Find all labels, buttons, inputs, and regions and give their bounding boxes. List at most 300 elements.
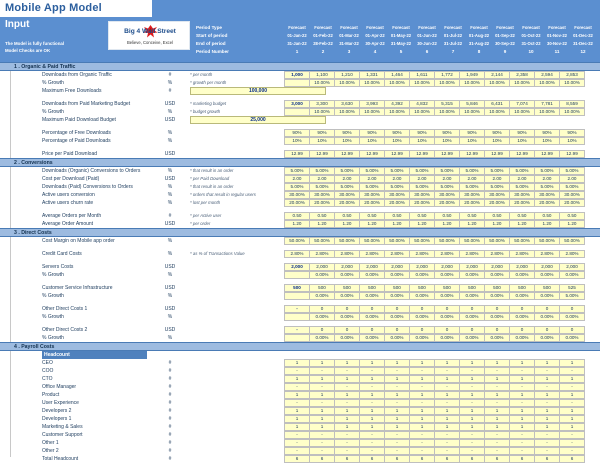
- data-cell[interactable]: 1: [309, 359, 335, 367]
- data-cell[interactable]: 10%: [284, 137, 310, 145]
- column-header-9[interactable]: [492, 24, 518, 56]
- data-cell[interactable]: 1: [534, 375, 560, 383]
- data-cell[interactable]: 10.00%: [434, 79, 460, 87]
- data-cell[interactable]: 1: [409, 359, 435, 367]
- data-cell[interactable]: 1,000: [284, 71, 310, 79]
- data-cell[interactable]: 0.00%: [559, 334, 585, 342]
- data-cell[interactable]: 5.00%: [509, 183, 535, 191]
- data-cell[interactable]: 1,100: [309, 71, 335, 79]
- data-cell[interactable]: 2.80%: [409, 250, 435, 258]
- data-cell[interactable]: 1: [309, 375, 335, 383]
- data-cell[interactable]: 0.00%: [384, 313, 410, 321]
- data-cell[interactable]: 5.00%: [359, 183, 385, 191]
- data-cell[interactable]: 0.50: [359, 212, 385, 220]
- data-cell[interactable]: 20.00%: [359, 199, 385, 207]
- data-cell[interactable]: 20.00%: [534, 199, 560, 207]
- data-cell[interactable]: 1: [334, 423, 360, 431]
- data-cell[interactable]: 90%: [434, 129, 460, 137]
- data-cell[interactable]: 10.00%: [484, 79, 510, 87]
- column-header-4[interactable]: [362, 24, 388, 56]
- data-cell[interactable]: -: [409, 439, 435, 447]
- data-cell[interactable]: -: [284, 399, 310, 407]
- data-cell[interactable]: 0.00%: [559, 313, 585, 321]
- data-cell[interactable]: 1: [359, 423, 385, 431]
- data-cell[interactable]: -: [309, 447, 335, 455]
- data-cell[interactable]: 3,630: [334, 100, 360, 108]
- data-cell[interactable]: -: [409, 383, 435, 391]
- data-cell[interactable]: 0.00%: [309, 313, 335, 321]
- data-cell[interactable]: 1: [534, 391, 560, 399]
- data-cell[interactable]: 4,392: [384, 100, 410, 108]
- data-cell[interactable]: 10.00%: [334, 108, 360, 116]
- data-cell[interactable]: 10.00%: [534, 79, 560, 87]
- data-cell[interactable]: 12.99: [434, 150, 460, 158]
- data-cell[interactable]: -: [334, 439, 360, 447]
- data-cell[interactable]: 500: [284, 284, 310, 292]
- data-cell[interactable]: 50.00%: [484, 237, 510, 245]
- data-cell[interactable]: 1.20: [484, 220, 510, 228]
- data-cell[interactable]: 1: [409, 391, 435, 399]
- data-cell[interactable]: 1.20: [534, 220, 560, 228]
- data-cell[interactable]: -: [284, 447, 310, 455]
- data-cell[interactable]: 1: [284, 359, 310, 367]
- data-cell[interactable]: 1: [309, 423, 335, 431]
- data-cell[interactable]: 6: [534, 455, 560, 463]
- data-cell[interactable]: 10.00%: [359, 79, 385, 87]
- data-cell[interactable]: 2,000: [334, 263, 360, 271]
- data-cell[interactable]: 1: [484, 375, 510, 383]
- data-cell[interactable]: 10.00%: [509, 79, 535, 87]
- data-cell[interactable]: 90%: [309, 129, 335, 137]
- data-cell[interactable]: 6: [434, 455, 460, 463]
- data-cell[interactable]: 5.00%: [384, 183, 410, 191]
- data-cell[interactable]: 6: [509, 455, 535, 463]
- data-cell[interactable]: 6: [409, 455, 435, 463]
- data-cell[interactable]: 5.00%: [534, 183, 560, 191]
- data-cell[interactable]: -: [334, 367, 360, 375]
- data-cell[interactable]: 1: [484, 407, 510, 415]
- data-cell[interactable]: 12.99: [559, 150, 585, 158]
- data-cell[interactable]: 0: [359, 326, 385, 334]
- data-cell[interactable]: 1: [334, 359, 360, 367]
- single-input-cell[interactable]: 25,000: [190, 116, 326, 124]
- data-cell[interactable]: 1: [384, 359, 410, 367]
- data-cell[interactable]: 0.00%: [309, 292, 335, 300]
- data-cell[interactable]: 0.00%: [434, 334, 460, 342]
- data-cell[interactable]: 30.00%: [384, 191, 410, 199]
- data-cell[interactable]: 90%: [559, 129, 585, 137]
- data-cell[interactable]: 50.00%: [284, 237, 310, 245]
- data-cell[interactable]: 50.00%: [384, 237, 410, 245]
- data-cell[interactable]: 7,781: [534, 100, 560, 108]
- data-cell[interactable]: 12.99: [459, 150, 485, 158]
- data-cell[interactable]: 1,611: [409, 71, 435, 79]
- data-cell[interactable]: 10.00%: [559, 79, 585, 87]
- data-cell[interactable]: 1: [409, 407, 435, 415]
- data-cell[interactable]: 1: [284, 407, 310, 415]
- data-cell[interactable]: 90%: [384, 129, 410, 137]
- data-cell[interactable]: 1: [459, 423, 485, 431]
- data-cell[interactable]: 90%: [459, 129, 485, 137]
- data-cell[interactable]: 10%: [309, 137, 335, 145]
- data-cell[interactable]: 8,559: [559, 100, 585, 108]
- data-cell[interactable]: 10.00%: [309, 108, 335, 116]
- data-cell[interactable]: 1: [334, 375, 360, 383]
- data-cell[interactable]: 5.00%: [484, 167, 510, 175]
- data-cell[interactable]: 12.99: [359, 150, 385, 158]
- data-cell[interactable]: 0.50: [284, 212, 310, 220]
- data-cell[interactable]: 10%: [409, 137, 435, 145]
- data-cell[interactable]: 0.00%: [459, 334, 485, 342]
- data-cell[interactable]: 10%: [359, 137, 385, 145]
- data-cell[interactable]: 2.00: [434, 175, 460, 183]
- data-cell[interactable]: 10%: [484, 137, 510, 145]
- data-cell[interactable]: 5.00%: [284, 167, 310, 175]
- data-cell[interactable]: 0: [409, 326, 435, 334]
- data-cell[interactable]: [284, 292, 310, 300]
- data-cell[interactable]: 0: [384, 305, 410, 313]
- data-cell[interactable]: 2.00: [509, 175, 535, 183]
- data-cell[interactable]: [284, 108, 310, 116]
- data-cell[interactable]: 3,300: [309, 100, 335, 108]
- data-cell[interactable]: -: [534, 431, 560, 439]
- data-cell[interactable]: 1: [509, 423, 535, 431]
- data-cell[interactable]: 1: [284, 423, 310, 431]
- data-cell[interactable]: 90%: [334, 129, 360, 137]
- data-cell[interactable]: 2.00: [309, 175, 335, 183]
- data-cell[interactable]: 1: [509, 375, 535, 383]
- data-cell[interactable]: -: [409, 447, 435, 455]
- data-cell[interactable]: 1: [534, 359, 560, 367]
- data-cell[interactable]: 1: [359, 407, 385, 415]
- data-cell[interactable]: -: [284, 367, 310, 375]
- data-cell[interactable]: 6: [459, 455, 485, 463]
- data-cell[interactable]: 90%: [534, 129, 560, 137]
- data-cell[interactable]: 2,000: [484, 263, 510, 271]
- data-cell[interactable]: -: [484, 399, 510, 407]
- data-cell[interactable]: 0.00%: [459, 313, 485, 321]
- data-cell[interactable]: 1.20: [409, 220, 435, 228]
- data-cell[interactable]: 10.00%: [459, 108, 485, 116]
- data-cell[interactable]: -: [309, 367, 335, 375]
- data-cell[interactable]: 5.00%: [359, 167, 385, 175]
- data-cell[interactable]: 2.80%: [559, 250, 585, 258]
- data-cell[interactable]: 0: [459, 326, 485, 334]
- data-cell[interactable]: -: [309, 383, 335, 391]
- data-cell[interactable]: 0: [459, 305, 485, 313]
- data-cell[interactable]: 0.00%: [434, 292, 460, 300]
- data-cell[interactable]: 10%: [459, 137, 485, 145]
- data-cell[interactable]: 2.00: [559, 175, 585, 183]
- data-cell[interactable]: -: [434, 439, 460, 447]
- data-cell[interactable]: -: [459, 439, 485, 447]
- data-cell[interactable]: 50.00%: [509, 237, 535, 245]
- data-cell[interactable]: -: [334, 447, 360, 455]
- data-cell[interactable]: 1: [359, 375, 385, 383]
- column-header-2[interactable]: [310, 24, 336, 56]
- data-cell[interactable]: 0.00%: [534, 334, 560, 342]
- data-cell[interactable]: 6: [559, 455, 585, 463]
- data-cell[interactable]: 1: [309, 415, 335, 423]
- data-cell[interactable]: 5.00%: [534, 167, 560, 175]
- data-cell[interactable]: 5.00%: [384, 167, 410, 175]
- data-cell[interactable]: -: [434, 399, 460, 407]
- data-cell[interactable]: 500: [384, 284, 410, 292]
- data-cell[interactable]: 0: [409, 305, 435, 313]
- data-cell[interactable]: 1: [284, 415, 310, 423]
- data-cell[interactable]: -: [509, 367, 535, 375]
- data-cell[interactable]: 1: [509, 407, 535, 415]
- data-cell[interactable]: 2.00: [359, 175, 385, 183]
- data-cell[interactable]: 1: [459, 359, 485, 367]
- data-cell[interactable]: 30.00%: [334, 191, 360, 199]
- data-cell[interactable]: -: [309, 431, 335, 439]
- data-cell[interactable]: 12.99: [309, 150, 335, 158]
- data-cell[interactable]: 10.00%: [409, 108, 435, 116]
- data-cell[interactable]: 2.80%: [359, 250, 385, 258]
- data-cell[interactable]: 0.50: [409, 212, 435, 220]
- data-cell[interactable]: 1.20: [334, 220, 360, 228]
- data-cell[interactable]: 0.00%: [509, 313, 535, 321]
- column-header-12[interactable]: [570, 24, 596, 56]
- data-cell[interactable]: 0.00%: [384, 271, 410, 279]
- data-cell[interactable]: 10.00%: [384, 79, 410, 87]
- data-cell[interactable]: 1: [459, 407, 485, 415]
- data-cell[interactable]: 2,853: [559, 71, 585, 79]
- data-cell[interactable]: [284, 271, 310, 279]
- data-cell[interactable]: -: [559, 367, 585, 375]
- data-cell[interactable]: -: [559, 447, 585, 455]
- data-cell[interactable]: 12.99: [534, 150, 560, 158]
- data-cell[interactable]: 10.00%: [384, 108, 410, 116]
- data-cell[interactable]: 10%: [534, 137, 560, 145]
- data-cell[interactable]: 0.50: [459, 212, 485, 220]
- data-cell[interactable]: 30.00%: [359, 191, 385, 199]
- data-cell[interactable]: -: [284, 383, 310, 391]
- data-cell[interactable]: 1: [384, 423, 410, 431]
- data-cell[interactable]: 0.00%: [509, 334, 535, 342]
- data-cell[interactable]: -: [509, 439, 535, 447]
- data-cell[interactable]: 50.00%: [434, 237, 460, 245]
- data-cell[interactable]: 2.80%: [459, 250, 485, 258]
- data-cell[interactable]: 10.00%: [434, 108, 460, 116]
- data-cell[interactable]: 5.00%: [459, 167, 485, 175]
- data-cell[interactable]: 0.00%: [409, 271, 435, 279]
- data-cell[interactable]: 1,331: [359, 71, 385, 79]
- data-cell[interactable]: 10%: [334, 137, 360, 145]
- data-cell[interactable]: 1: [384, 375, 410, 383]
- data-cell[interactable]: 500: [359, 284, 385, 292]
- data-cell[interactable]: 0: [434, 326, 460, 334]
- data-cell[interactable]: 12.99: [509, 150, 535, 158]
- data-cell[interactable]: 1: [434, 415, 460, 423]
- data-cell[interactable]: 0.00%: [309, 271, 335, 279]
- data-cell[interactable]: 3,000: [284, 100, 310, 108]
- data-cell[interactable]: 0.50: [334, 212, 360, 220]
- data-cell[interactable]: 1.20: [309, 220, 335, 228]
- data-cell[interactable]: 2.80%: [309, 250, 335, 258]
- data-cell[interactable]: 1: [509, 359, 535, 367]
- data-cell[interactable]: 1: [459, 391, 485, 399]
- data-cell[interactable]: 0.00%: [534, 271, 560, 279]
- data-cell[interactable]: 2,000: [384, 263, 410, 271]
- data-cell[interactable]: 2,000: [359, 263, 385, 271]
- data-cell[interactable]: -: [509, 399, 535, 407]
- data-cell[interactable]: 1: [284, 391, 310, 399]
- data-cell[interactable]: 0: [309, 305, 335, 313]
- data-cell[interactable]: 10.00%: [334, 79, 360, 87]
- data-cell[interactable]: 1.20: [284, 220, 310, 228]
- data-cell[interactable]: 12.99: [384, 150, 410, 158]
- data-cell[interactable]: 1: [559, 407, 585, 415]
- data-cell[interactable]: 2,000: [559, 263, 585, 271]
- data-cell[interactable]: [284, 334, 310, 342]
- data-cell[interactable]: -: [284, 431, 310, 439]
- data-cell[interactable]: 2,594: [534, 71, 560, 79]
- column-header-10[interactable]: [518, 24, 544, 56]
- data-cell[interactable]: -: [559, 399, 585, 407]
- data-cell[interactable]: 6: [359, 455, 385, 463]
- data-cell[interactable]: -: [534, 399, 560, 407]
- data-cell[interactable]: 0.00%: [484, 292, 510, 300]
- data-cell[interactable]: 1: [434, 359, 460, 367]
- data-cell[interactable]: 6: [384, 455, 410, 463]
- data-cell[interactable]: 1: [534, 415, 560, 423]
- data-cell[interactable]: 5.00%: [559, 183, 585, 191]
- data-cell[interactable]: 12.99: [484, 150, 510, 158]
- data-cell[interactable]: 0.00%: [409, 313, 435, 321]
- data-cell[interactable]: 2.00: [384, 175, 410, 183]
- data-cell[interactable]: -: [409, 367, 435, 375]
- data-cell[interactable]: 2.80%: [334, 250, 360, 258]
- data-cell[interactable]: 2.00: [409, 175, 435, 183]
- data-cell[interactable]: 0.50: [384, 212, 410, 220]
- data-cell[interactable]: [284, 313, 310, 321]
- data-cell[interactable]: 50.00%: [334, 237, 360, 245]
- data-cell[interactable]: 2.00: [334, 175, 360, 183]
- data-cell[interactable]: 0.00%: [534, 313, 560, 321]
- data-cell[interactable]: 0: [509, 305, 535, 313]
- data-cell[interactable]: -: [459, 447, 485, 455]
- data-cell[interactable]: 2.00: [484, 175, 510, 183]
- data-cell[interactable]: -: [334, 431, 360, 439]
- data-cell[interactable]: 0: [559, 305, 585, 313]
- data-cell[interactable]: -: [284, 439, 310, 447]
- data-cell[interactable]: 10%: [509, 137, 535, 145]
- data-cell[interactable]: 0.00%: [409, 334, 435, 342]
- data-cell[interactable]: 1: [559, 391, 585, 399]
- data-cell[interactable]: 0: [334, 305, 360, 313]
- data-cell[interactable]: 1: [434, 423, 460, 431]
- data-cell[interactable]: 1: [484, 415, 510, 423]
- data-cell[interactable]: 0.00%: [534, 292, 560, 300]
- data-cell[interactable]: 0.00%: [359, 334, 385, 342]
- data-cell[interactable]: 500: [334, 284, 360, 292]
- data-cell[interactable]: 500: [309, 284, 335, 292]
- data-cell[interactable]: 1: [334, 407, 360, 415]
- data-cell[interactable]: 50.00%: [459, 237, 485, 245]
- data-cell[interactable]: 0.50: [434, 212, 460, 220]
- data-cell[interactable]: 0.00%: [334, 334, 360, 342]
- data-cell[interactable]: -: [309, 439, 335, 447]
- data-cell[interactable]: -: [309, 399, 335, 407]
- data-cell[interactable]: 1: [409, 375, 435, 383]
- data-cell[interactable]: 6: [284, 455, 310, 463]
- data-cell[interactable]: -: [459, 399, 485, 407]
- data-cell[interactable]: 0: [509, 326, 535, 334]
- data-cell[interactable]: 0: [309, 326, 335, 334]
- data-cell[interactable]: 2.80%: [484, 250, 510, 258]
- data-cell[interactable]: 1.20: [359, 220, 385, 228]
- data-cell[interactable]: 10%: [434, 137, 460, 145]
- data-cell[interactable]: -: [384, 439, 410, 447]
- data-cell[interactable]: 30.00%: [309, 191, 335, 199]
- data-cell[interactable]: 1: [534, 407, 560, 415]
- data-cell[interactable]: 1.20: [509, 220, 535, 228]
- data-cell[interactable]: 1: [334, 415, 360, 423]
- data-cell[interactable]: 10.00%: [459, 79, 485, 87]
- data-cell[interactable]: -: [534, 383, 560, 391]
- data-cell[interactable]: -: [409, 431, 435, 439]
- data-cell[interactable]: 6,431: [484, 100, 510, 108]
- data-cell[interactable]: 20.00%: [409, 199, 435, 207]
- data-cell[interactable]: -: [459, 431, 485, 439]
- data-cell[interactable]: 0.00%: [359, 292, 385, 300]
- data-cell[interactable]: 0.00%: [509, 271, 535, 279]
- column-header-6[interactable]: [414, 24, 440, 56]
- data-cell[interactable]: 1: [559, 415, 585, 423]
- column-header-7[interactable]: [440, 24, 466, 56]
- data-cell[interactable]: 0: [534, 305, 560, 313]
- data-cell[interactable]: 20.00%: [459, 199, 485, 207]
- data-cell[interactable]: 1: [359, 415, 385, 423]
- data-cell[interactable]: -: [559, 431, 585, 439]
- data-cell[interactable]: 7,074: [509, 100, 535, 108]
- data-cell[interactable]: 2,000: [534, 263, 560, 271]
- data-cell[interactable]: -: [509, 383, 535, 391]
- data-cell[interactable]: 0: [484, 326, 510, 334]
- data-cell[interactable]: -: [384, 431, 410, 439]
- data-cell[interactable]: 20.00%: [509, 199, 535, 207]
- data-cell[interactable]: 0.50: [509, 212, 535, 220]
- data-cell[interactable]: 2,000: [284, 263, 310, 271]
- data-cell[interactable]: 0.50: [309, 212, 335, 220]
- column-header-1[interactable]: [284, 24, 310, 56]
- data-cell[interactable]: 0.00%: [384, 292, 410, 300]
- data-cell[interactable]: 1: [434, 391, 460, 399]
- data-cell[interactable]: 2.80%: [509, 250, 535, 258]
- data-cell[interactable]: 0.00%: [409, 292, 435, 300]
- data-cell[interactable]: 0.00%: [459, 271, 485, 279]
- data-cell[interactable]: 10%: [559, 137, 585, 145]
- data-cell[interactable]: 30.00%: [434, 191, 460, 199]
- data-cell[interactable]: 4,832: [409, 100, 435, 108]
- data-cell[interactable]: 5.00%: [559, 167, 585, 175]
- data-cell[interactable]: 10.00%: [559, 108, 585, 116]
- data-cell[interactable]: 30.00%: [509, 191, 535, 199]
- data-cell[interactable]: 5.00%: [334, 167, 360, 175]
- data-cell[interactable]: 20.00%: [434, 199, 460, 207]
- data-cell[interactable]: 30.00%: [409, 191, 435, 199]
- data-cell[interactable]: 20.00%: [284, 199, 310, 207]
- data-cell[interactable]: 5.00%: [434, 183, 460, 191]
- data-cell[interactable]: 5.00%: [334, 183, 360, 191]
- data-cell[interactable]: -: [509, 447, 535, 455]
- data-cell[interactable]: 0.00%: [434, 313, 460, 321]
- data-cell[interactable]: 0.00%: [334, 271, 360, 279]
- data-cell[interactable]: 0.00%: [484, 313, 510, 321]
- data-cell[interactable]: -: [384, 447, 410, 455]
